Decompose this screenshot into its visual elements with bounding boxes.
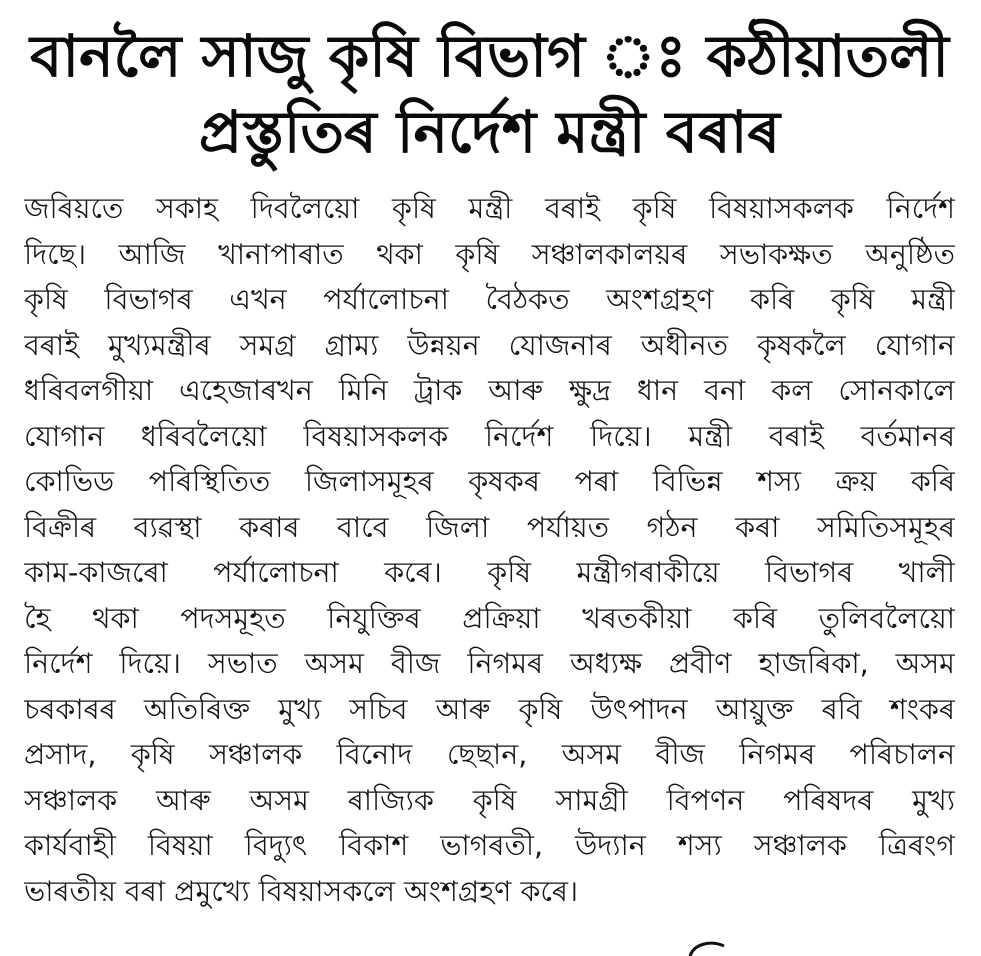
body-line-6: যোগান ধৰিবলৈয়ো বিষয়াসকলক নিৰ্দেশ দিয়ে। মন্ত্ৰী বৰাই বৰ্তমানৰ (24, 419, 955, 453)
headline-line-2: প্ৰস্তুতিৰ নিৰ্দেশ মন্ত্ৰী বৰাৰ (198, 98, 781, 166)
body-line-7: কোভিড পৰিস্থিতিত জিলাসমূহৰ কৃষকৰ পৰা বিভিন্ন শস্য ক্ৰয় কৰি (24, 465, 955, 498)
body-line-8: বিক্ৰীৰ ব্যৱস্থা কৰাৰ বাবে জিলা পৰ্যায়ত গঠন কৰা সমিতিসমূহৰ (24, 510, 955, 544)
body-line-13: প্ৰসাদ, কৃষি সঞ্চালক বিনোদ ছেছান, অসম বীজ নিগমৰ পৰিচালন (24, 738, 955, 771)
cropped-text-fragment (680, 938, 740, 956)
body-line-4: বৰাই মুখ্যমন্ত্ৰীৰ সমগ্ৰ গ্ৰাম্য উন্নয়ন যোজনাৰ অধীনত কৃষকলৈ যোগান (24, 328, 955, 362)
body-line-10: হৈ থকা পদসমূহত নিযুক্তিৰ প্ৰক্ৰিয়া খৰতকীয়া কৰি তুলিবলৈয়ো (24, 601, 955, 635)
body-line-12: চৰকাৰৰ অতিৰিক্ত মুখ্য সচিব আৰু কৃষি উৎপাদন আয়ুক্ত ৰবি শংকৰ (24, 692, 955, 726)
cropped-glyph-icon (680, 938, 740, 956)
body-line-3: কৃষি বিভাগৰ এখন পৰ্যালোচনা বৈঠকত অংশগ্ৰহণ কৰি কৃষি মন্ত্ৰী (24, 283, 955, 316)
body-line-2: দিছে। আজি খানাপাৰাত থকা কৃষি সঞ্চালকালয়ৰ সভাকক্ষত অনুষ্ঠিত (24, 237, 955, 271)
body-line-14: সঞ্চালক আৰু অসম ৰাজ্যিক কৃষি সামগ্ৰী বিপণন পৰিষদৰ মুখ্য (24, 783, 955, 817)
body-line-5: ধৰিবলগীয়া এহেজাৰখন মিনি ট্ৰাক আৰু ক্ষুদ্ৰ ধান বনা কল সোনকালে (24, 374, 955, 407)
article-body (24, 186, 955, 914)
body-line-15: কাৰ্যবাহী বিষয়া বিদ্যুৎ বিকাশ ভাগৰতী, উদ্যান শস্য সঞ্চালক ত্ৰিৰংগ (24, 829, 955, 862)
headline-line-1: বানলৈ সাজু কৃষি বিভাগ ঃ কঠীয়াতলী (30, 22, 949, 90)
body-line-11: নিৰ্দেশ দিয়ে। সভাত অসম বীজ নিগমৰ অধ্যক্ষ প্ৰবীণ হাজৰিকা, অসম (24, 647, 955, 680)
headline (24, 18, 955, 170)
body-line-1: জৰিয়তে সকাহ দিবলৈয়ো কৃষি মন্ত্ৰী বৰাই কৃষি বিষয়াসকলক নিৰ্দেশ (24, 192, 955, 225)
body-line-9: কাম-কাজৰো পৰ্যালোচনা কৰে। কৃষি মন্ত্ৰীগৰাকীয়ে বিভাগৰ খালী (24, 556, 955, 589)
body-line-16: ভাৰতীয় বৰা প্ৰমুখ্যে বিষয়াসকলে অংশগ্ৰহণ কৰে। (24, 874, 579, 908)
